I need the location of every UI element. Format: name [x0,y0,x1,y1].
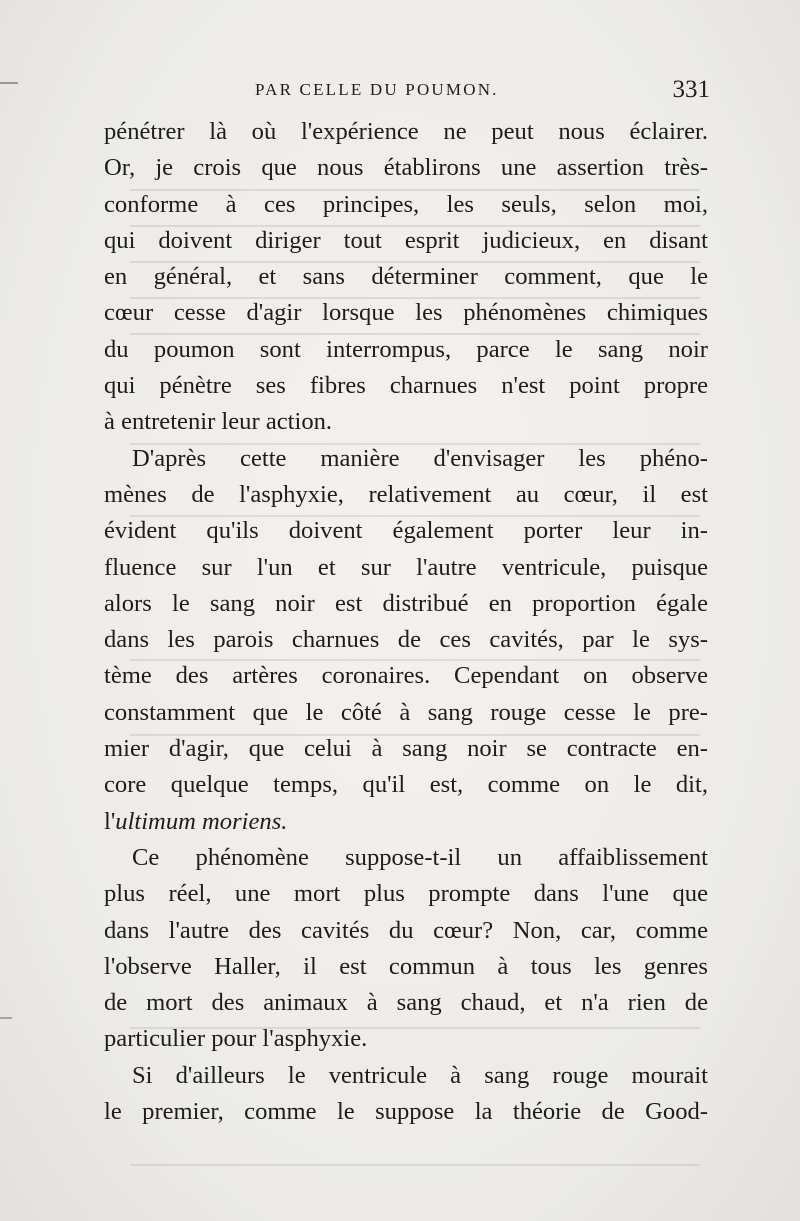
text-line: Ce phénomène suppose-t-il un affaiblissement [132,843,708,871]
text-fragment: l' [104,807,116,835]
text-line: dans les parois charnues de ces cavités, par le sys- [104,626,708,654]
text-line: particulier pour l'asphyxie. [104,1025,368,1053]
text-line: fluence sur l'un et sur l'autre ventricule, puisque [104,553,708,581]
text-line: de mort des animaux à sang chaud, et n'a rien de [104,989,708,1017]
text-line: Si d'ailleurs le ventricule à sang rouge mourait [132,1061,708,1089]
page-number: 331 [672,76,710,103]
text-line: tème des artères coronaires. Cependant on observe [104,662,708,690]
text-line: évident qu'ils doivent également porter leur in- [104,517,708,545]
text-line: dans l'autre des cavités du cœur? Non, car, comme [104,916,708,944]
text-line: à entretenir leur action. [104,408,333,436]
text-line: conforme à ces principes, les seuls, selon moi, [104,190,708,218]
text-line: alors le sang noir est distribué en proportion égale [104,589,708,617]
text-line: pénétrer là où l'expérience ne peut nous éclairer. [104,118,708,145]
body-text [104,114,708,1130]
text-line: qui pénètre ses fibres charnues n'est point propre [104,372,708,400]
text-line: l'observe Haller, il est commun à tous les genres [104,952,708,980]
text-line: mènes de l'asphyxie, relativement au cœur, il est [104,480,708,508]
text-line: mier d'agir, que celui à sang noir se contracte en- [104,735,708,763]
text-line: en général, et sans déterminer comment, que le [104,263,708,291]
text-line: qui doivent diriger tout esprit judicieux, en disant [104,226,708,254]
italic-phrase: ultimum moriens. [115,807,288,835]
text-line [104,804,708,840]
page-header [100,76,710,106]
text-line: le premier, comme le suppose la théorie de Good- [104,1098,708,1126]
text-line: Or, je crois que nous établirons une assertion très- [104,154,708,182]
text-line: D'après cette manière d'envisager les phéno- [132,444,708,472]
text-line: core quelque temps, qu'il est, comme on le dit, [104,771,708,799]
text-line: cœur cesse d'agir lorsque les phénomènes chimiques [104,299,708,327]
running-head: PAR CELLE DU POUMON. [255,80,499,99]
text-line: plus réel, une mort plus prompte dans l'une que [104,880,708,908]
text-line: du poumon sont interrompus, parce le sang noir [104,335,708,363]
text-line: constamment que le côté à sang rouge cesse le pre- [104,698,708,726]
